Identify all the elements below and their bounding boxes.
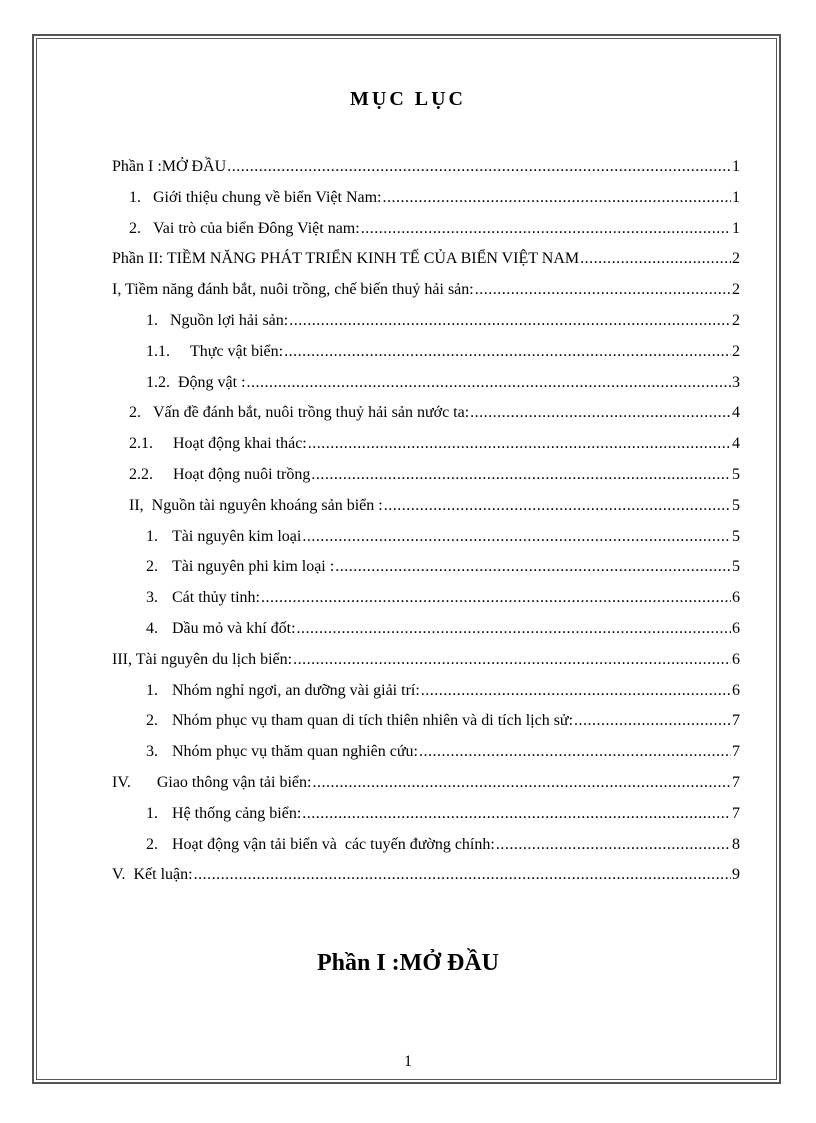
toc-entry-page: 8 (732, 835, 740, 853)
toc-entry[interactable] (112, 404, 740, 435)
toc-entry-label: Nhóm nghỉ ngơi, an dưỡng vài giải trí: (172, 681, 420, 699)
toc-entry[interactable] (112, 312, 740, 343)
table-of-contents (112, 158, 740, 897)
toc-entry-page: 5 (732, 465, 740, 483)
toc-entry-number: 2.1. (129, 435, 153, 453)
toc-entry-page: 7 (732, 712, 740, 730)
toc-entry-label: II, Nguồn tài nguyên khoáng sản biển : (129, 496, 383, 514)
toc-entry-label: III, Tài nguyên du lịch biển: (112, 650, 293, 668)
toc-dot-leader (247, 374, 731, 392)
toc-entry[interactable] (112, 712, 740, 743)
toc-entry-label: Vấn đề đánh bắt, nuôi trồng thuỷ hải sản nước ta: (153, 404, 470, 422)
toc-entry[interactable] (112, 189, 740, 220)
toc-entry[interactable] (112, 743, 740, 774)
toc-entry[interactable] (112, 620, 740, 651)
toc-entry[interactable] (112, 250, 740, 281)
toc-dot-leader (470, 404, 731, 422)
toc-dot-leader (475, 281, 731, 299)
toc-entry-number: IV. (112, 773, 131, 791)
toc-entry-number: 4. (146, 619, 158, 637)
toc-entry-number: 3. (146, 589, 158, 607)
toc-entry-label: Tài nguyên kim loại (172, 527, 302, 545)
toc-entry-number: 1. (146, 681, 158, 699)
toc-entry-number: 2. (146, 835, 158, 853)
toc-entry-label: Phần I :MỞ ĐẦU (112, 158, 227, 175)
toc-entry-number: 1. (146, 804, 158, 822)
toc-entry-number: 2. (146, 712, 158, 730)
toc-entry-page: 1 (732, 188, 740, 206)
toc-entry-page: 2 (732, 311, 740, 329)
toc-entry-page: 1 (732, 219, 740, 237)
toc-dot-leader (383, 189, 732, 207)
toc-dot-leader (293, 651, 731, 669)
toc-entry-label: Giới thiệu chung về biển Việt Nam: (153, 188, 382, 206)
toc-entry-page: 7 (732, 773, 740, 791)
toc-entry-label: Hoạt động khai thác: (173, 435, 307, 453)
toc-entry[interactable] (112, 651, 740, 682)
toc-entry[interactable] (112, 836, 740, 867)
toc-dot-leader (580, 250, 731, 268)
toc-entry-label: Tài nguyên phi kim loại : (172, 558, 335, 576)
toc-entry[interactable] (112, 374, 740, 405)
toc-entry-label: Cát thủy tinh: (172, 589, 260, 607)
toc-entry-label: Dầu mỏ và khí đốt: (172, 619, 296, 637)
toc-dot-leader (289, 312, 731, 330)
toc-entry-page: 6 (732, 619, 740, 637)
toc-dot-leader (194, 866, 731, 884)
toc-entry-page: 3 (732, 373, 740, 391)
toc-entry-label: Hoạt động nuôi trồng (173, 465, 311, 483)
toc-entry[interactable] (112, 528, 740, 559)
toc-entry-page: 5 (732, 558, 740, 576)
toc-entry[interactable] (112, 343, 740, 374)
toc-entry-label: I, Tiềm năng đánh bắt, nuôi trồng, chế biến thuỷ hải sản: (112, 281, 474, 299)
toc-entry-page: 6 (732, 650, 740, 668)
toc-entry-label: Nguồn lợi hải sản: (170, 311, 289, 329)
toc-entry-number: 1. (146, 527, 158, 545)
section-heading: Phần I :MỞ ĐẦU (316, 950, 499, 976)
toc-entry-number: 1.1. (146, 342, 170, 360)
toc-dot-leader (574, 712, 731, 730)
toc-entry-number: 1. (129, 188, 141, 206)
page-number: 1 (404, 1053, 412, 1070)
toc-entry-page: 1 (732, 158, 740, 175)
toc-dot-leader (361, 220, 731, 238)
toc-dot-leader (261, 589, 731, 607)
toc-entry[interactable] (112, 866, 740, 897)
toc-title: MỤC LỤC (350, 88, 466, 110)
toc-entry-page: 7 (732, 804, 740, 822)
toc-entry-page: 9 (732, 866, 740, 884)
toc-entry-number: 1.2. (146, 373, 170, 391)
toc-entry[interactable] (112, 497, 740, 528)
toc-entry-number: 2. (129, 404, 141, 422)
toc-dot-leader (311, 466, 731, 484)
toc-entry-number: 1. (146, 311, 158, 329)
toc-dot-leader (308, 435, 731, 453)
toc-entry-number: 2. (129, 219, 141, 237)
toc-entry-page: 6 (732, 589, 740, 607)
toc-entry-page: 2 (732, 250, 740, 268)
toc-entry-label: Hệ thống cảng biển: (172, 804, 302, 822)
toc-entry-label: Nhóm phục vụ thăm quan nghiên cứu: (172, 743, 418, 761)
toc-entry[interactable] (112, 466, 740, 497)
toc-entry-page: 4 (732, 435, 740, 453)
toc-dot-leader (419, 743, 731, 761)
toc-entry[interactable] (112, 682, 740, 713)
toc-entry[interactable] (112, 558, 740, 589)
toc-entry-page: 2 (732, 281, 740, 299)
toc-entry-page: 4 (732, 404, 740, 422)
toc-entry-page: 7 (732, 743, 740, 761)
toc-dot-leader (384, 497, 731, 515)
toc-entry[interactable] (112, 774, 740, 805)
toc-dot-leader (335, 558, 731, 576)
toc-dot-leader (297, 620, 731, 638)
toc-entry-label: Động vật : (178, 373, 246, 391)
toc-dot-leader (284, 343, 731, 361)
toc-dot-leader (312, 774, 731, 792)
toc-entry-label: Kết luận: (133, 866, 193, 884)
toc-entry[interactable] (112, 589, 740, 620)
toc-entry-page: 2 (732, 342, 740, 360)
toc-entry-label: Thực vật biển: (190, 342, 284, 360)
toc-entry-number: 2.2. (129, 465, 153, 483)
toc-dot-leader (302, 805, 731, 823)
toc-entry-number: 3. (146, 743, 158, 761)
toc-entry-label: Giao thông vận tải biển: (156, 773, 312, 791)
toc-entry[interactable] (112, 220, 740, 251)
toc-entry-label: Phần II: TIỀM NĂNG PHÁT TRIỂN KINH TẾ CỦA BIỂN VIỆT NAM (112, 250, 580, 268)
toc-entry-page: 5 (732, 496, 740, 514)
toc-entry-label: Vai trò của biển Đông Việt nam: (153, 219, 360, 237)
toc-entry-page: 6 (732, 681, 740, 699)
toc-dot-leader (496, 836, 731, 854)
toc-entry-page: 5 (732, 527, 740, 545)
toc-entry[interactable] (112, 805, 740, 836)
toc-dot-leader (227, 158, 731, 176)
toc-entry-number: 2. (146, 558, 158, 576)
toc-entry-number: V. (112, 866, 126, 884)
toc-entry-label: Hoạt động vận tải biển và các tuyến đường chính: (172, 835, 495, 853)
toc-entry[interactable] (112, 158, 740, 189)
toc-entry[interactable] (112, 435, 740, 466)
toc-dot-leader (421, 682, 731, 700)
toc-dot-leader (302, 528, 731, 546)
toc-entry[interactable] (112, 281, 740, 312)
toc-entry-label: Nhóm phục vụ tham quan di tích thiên nhiên và di tích lịch sử: (172, 712, 574, 730)
